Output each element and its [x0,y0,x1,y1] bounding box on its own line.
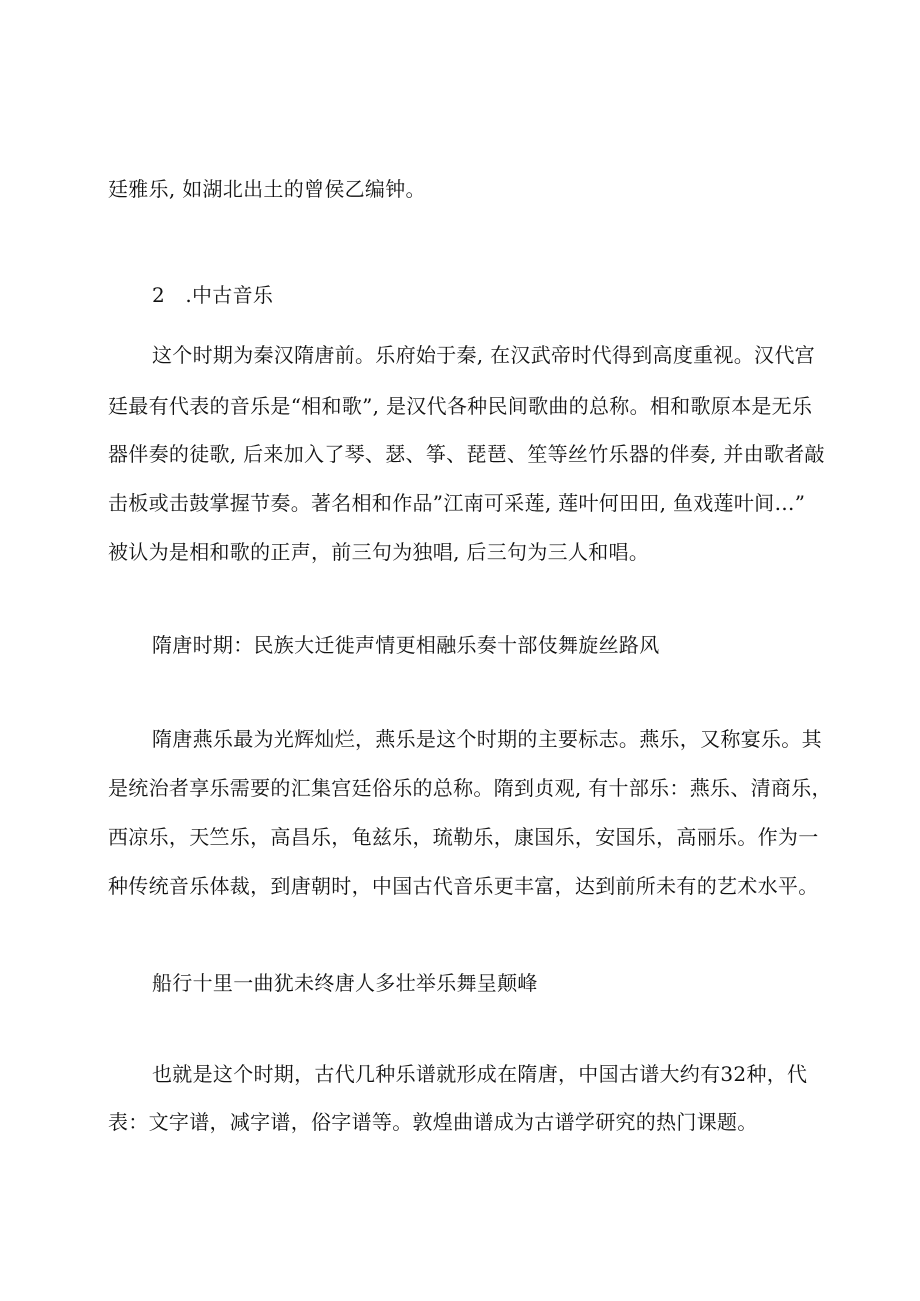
paragraph-line: 种传统音乐体裁，到唐朝时，中国古代音乐更丰富，达到前所未有的艺术水平。 [108,874,819,898]
paragraph-line: 廷最有代表的音乐是“相和歌”, 是汉代各种民间歌曲的总称。相和歌原本是无乐 [108,394,813,418]
verse-line-1: 隋唐时期：民族大迁徙声情更相融乐奏十部伎舞旋丝路风 [152,633,660,657]
paragraph-line: 击板或击鼓掌握节奏。著名相和作品”江南可采莲, 莲叶何田田, 鱼戏莲叶间…” [108,491,806,515]
paragraph-line: 隋唐燕乐最为光辉灿烂，燕乐是这个时期的主要标志。燕乐，又称宴乐。其 [152,727,822,751]
paragraph-line: 也就是这个时期，古代几种乐谱就形成在隋唐，中国古谱大约有32种，代 [152,1062,808,1086]
intro-line: 廷雅乐, 如湖北出土的曾侯乙编钟。 [108,177,426,201]
paragraph-line: 西凉乐，天竺乐，高昌乐，龟兹乐，琉勒乐，康国乐，安国乐，高丽乐。作为一 [108,825,819,849]
paragraph-line: 是统治者享乐需要的汇集宫廷俗乐的总称。隋到贞观, 有十部乐：燕乐、清商乐， [108,776,832,800]
verse-line-2: 船行十里一曲犹未终唐人多壮举乐舞呈颠峰 [152,971,538,995]
section-heading: 2 .中古音乐 [152,283,274,307]
paragraph-line: 被认为是相和歌的正声，前三句为独唱, 后三句为三人和唱。 [108,540,650,564]
paragraph-line: 器伴奏的徒歌, 后来加入了琴、瑟、筝、琵琶、笙等丝竹乐器的伴奏, 并由歌者敲 [108,442,825,466]
paragraph-line: 表：文字谱，减字谱，俗字谱等。敦煌曲谱成为古谱学研究的热门课题。 [108,1110,758,1134]
paragraph-line: 这个时期为秦汉隋唐前。乐府始于秦, 在汉武帝时代得到高度重视。汉代宫 [152,343,815,367]
